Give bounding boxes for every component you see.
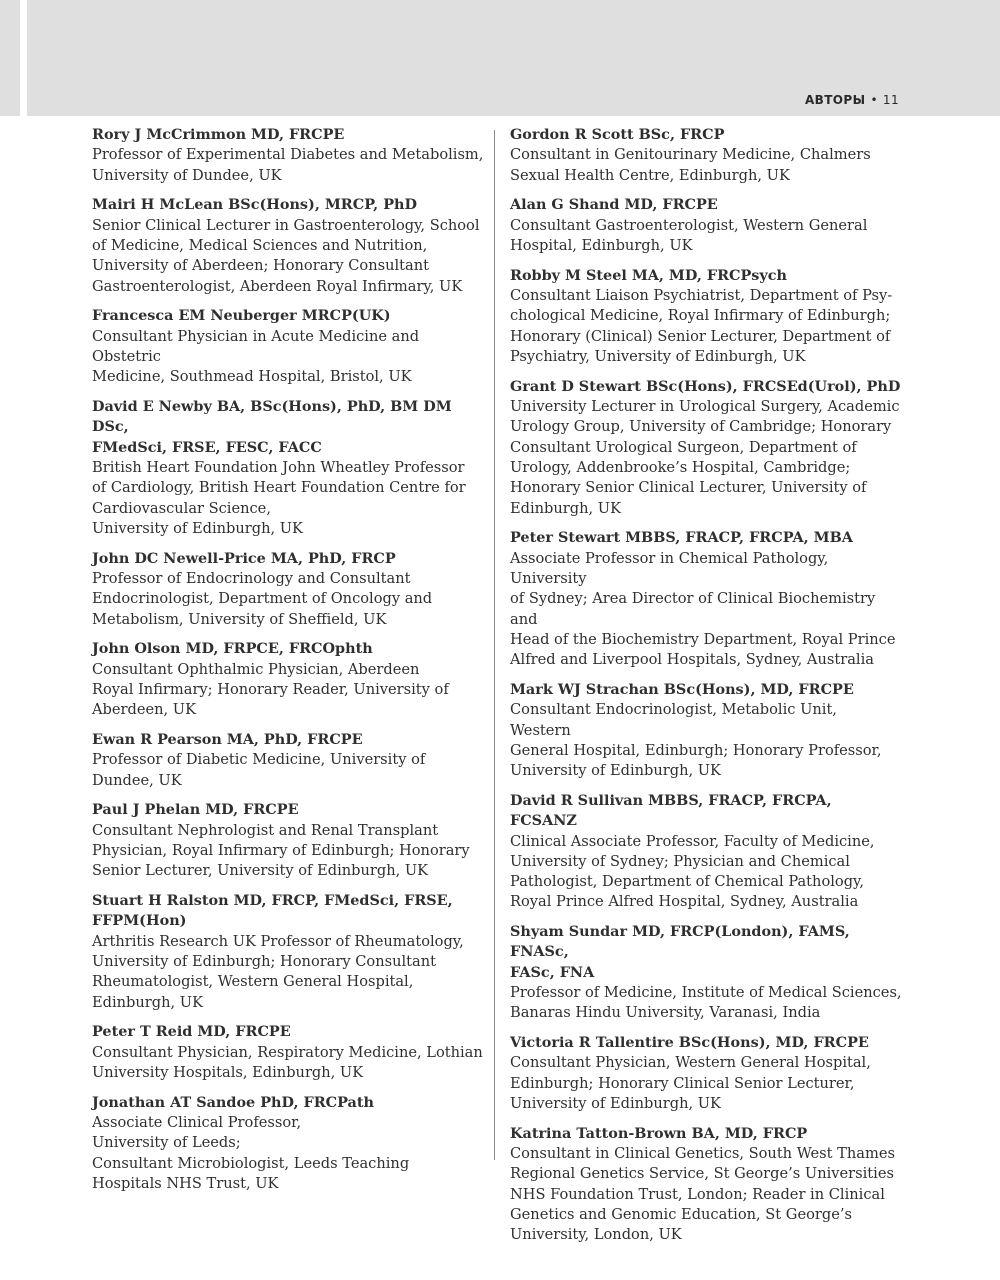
author-affiliation: Professor of Medicine, Institute of Medical Sciences, Banaras Hindu University, Varanasi, India [510,984,902,1022]
author-affiliation: Arthritis Research UK Professor of Rheumatology, University of Edinburgh; Honorary Consultant Rheumatologist, Western General Hospital, Edinburgh, UK [92,932,464,1011]
author-affiliation: Consultant Nephrologist and Renal Transplant Physician, Royal Infirmary of Edinburgh; Honorary Senior Lecturer, University of Edinburgh, UK [92,821,470,880]
header-band-gap [20,0,27,116]
author-name: Stuart H Ralston MD, FRCP, FMedSci, FRSE, FFPM(Hon) [92,892,453,930]
author-name: John DC Newell-Price MA, PhD, FRCP [92,549,396,567]
author-name: Peter Stewart MBBS, FRACP, FRCPA, MBA [510,529,853,547]
author-entry [92,891,484,1013]
column-divider [494,130,495,1160]
author-entry [510,791,902,913]
running-head [805,93,899,107]
author-affiliation: Consultant Ophthalmic Physician, Aberdeen Royal Infirmary; Honorary Reader, University of Aberdeen, UK [92,660,449,719]
author-name: Rory J McCrimmon MD, FRCPE [92,126,345,143]
left-column [92,125,484,1204]
author-entry [92,730,484,791]
author-entry [92,1093,484,1194]
author-affiliation: Associate Professor in Chemical Pathology, University of Sydney; Area Director of Clinical Biochemistry and Head of the Biochemistry Department, Royal Prince Alfred and Liverpool Hospitals, Sydney, Australia [510,549,896,669]
author-name: John Olson MD, FRPCE, FRCOphth [92,640,373,658]
author-affiliation: Consultant Physician, Respiratory Medicine, Lothian University Hospitals, Edinburgh, UK [92,1043,483,1081]
author-name: Ewan R Pearson MA, PhD, FRCPE [92,731,363,749]
author-affiliation: Consultant in Clinical Genetics, South West Thames Regional Genetics Service, St George’s Universities NHS Foundation Trust, London; Reader in Clinical Genetics and Genomic Education, St George’s University, London, UK [510,1145,895,1244]
author-entry [510,125,902,186]
author-name: Shyam Sundar MD, FRCP(London), FAMS, FNASc, FASc, FNA [510,923,850,981]
author-entry [510,195,902,256]
author-name: Alan G Shand MD, FRCPE [510,196,718,214]
author-name: David E Newby BA, BSc(Hons), PhD, BM DM DSc, FMedSci, FRSE, FESC, FACC [92,398,452,456]
author-affiliation: Consultant Physician, Western General Hospital, Edinburgh; Honorary Clinical Senior Lecturer, University of Edinburgh, UK [510,1054,871,1113]
author-affiliation: Associate Clinical Professor, University of Leeds; Consultant Microbiologist, Leeds Teaching Hospitals NHS Trust, UK [92,1114,410,1192]
author-entry [92,639,484,720]
author-entry [92,800,484,881]
author-affiliation: Consultant Liaison Psychiatrist, Department of Psy- chological Medicine, Royal Infirmary of Edinburgh; Honorary (Clinical) Senior Lecturer, Department of Psychiatry, University of Edinburgh, UK [510,287,893,365]
author-entry [92,549,484,630]
author-entry [92,195,484,296]
author-entry [510,528,902,670]
author-entry [510,922,902,1023]
author-name: Grant D Stewart BSc(Hons), FRCSEd(Urol), PhD [510,377,901,395]
author-affiliation: Professor of Experimental Diabetes and Metabolism, University of Dundee, UK [92,146,484,184]
author-name: David R Sullivan MBBS, FRACP, FRCPA, FCSANZ [510,791,832,830]
page-number: 11 [882,93,899,107]
author-name: Peter T Reid MD, FRCPE [92,1023,291,1041]
author-name: Katrina Tatton-Brown BA, MD, FRCP [510,1124,808,1142]
author-name: Victoria R Tallentire BSc(Hons), MD, FRCPE [510,1034,869,1052]
author-affiliation: Senior Clinical Lecturer in Gastroenterology, School of Medicine, Medical Sciences and Nutrition, University of Aberdeen; Honorary Consultant Gastroenterologist, Aberdeen Royal Infirmary, UK [92,216,480,295]
author-name: Francesca EM Neuberger MRCP(UK) [92,307,391,325]
author-affiliation: University Lecturer in Urological Surgery, Academic Urology Group, University of Cambridge; Honorary Consultant Urological Surgeon, Department of Urology, Addenbrooke’s Hospital, Cambridge; Honorary Senior Clinical Lecturer, University of Edinburgh, UK [510,398,900,517]
author-entry [92,1022,484,1083]
author-name: Robby M Steel MA, MD, FRCPsych [510,266,787,284]
author-affiliation: British Heart Foundation John Wheatley Professor of Cardiology, British Heart Foundation Centre for Cardiovascular Science, University of Edinburgh, UK [92,458,466,537]
author-name: Mark WJ Strachan BSc(Hons), MD, FRCPE [510,680,854,698]
author-affiliation: Professor of Diabetic Medicine, University of Dundee, UK [92,751,426,789]
author-affiliation: Consultant Gastroenterologist, Western General Hospital, Edinburgh, UK [510,216,868,254]
author-affiliation: Consultant Endocrinologist, Metabolic Unit, Western General Hospital, Edinburgh; Honorary Professor, University of Edinburgh, UK [510,701,882,780]
author-entry [510,1033,902,1114]
author-entry [510,266,902,367]
author-affiliation: Consultant in Genitourinary Medicine, Chalmers Sexual Health Centre, Edinburgh, UK [510,146,871,184]
author-name: Jonathan AT Sandoe PhD, FRCPath [92,1093,374,1111]
author-entry [510,377,902,519]
author-entry [92,397,484,539]
author-affiliation: Clinical Associate Professor, Faculty of Medicine, University of Sydney; Physician and Chemical Pathologist, Department of Chemical Pathology, Royal Prince Alfred Hospital, Sydney, Australia [510,832,875,911]
author-entry [510,680,902,781]
author-affiliation: Consultant Physician in Acute Medicine and Obstetric Medicine, Southmead Hospital, Bristol, UK [92,327,420,386]
author-entry [92,125,484,186]
author-name: Mairi H McLean BSc(Hons), MRCP, PhD [92,196,417,214]
author-name: Gordon R Scott BSc, FRCP [510,126,725,143]
author-entry [92,306,484,387]
author-affiliation: Professor of Endocrinology and Consultant Endocrinologist, Department of Oncology and Metabolism, University of Sheffield, UK [92,569,433,628]
author-name: Paul J Phelan MD, FRCPE [92,801,299,819]
right-column [510,125,902,1255]
running-head-section: АВТОРЫ [804,93,866,107]
running-head-bullet: • [870,93,878,107]
author-entry [510,1124,902,1246]
